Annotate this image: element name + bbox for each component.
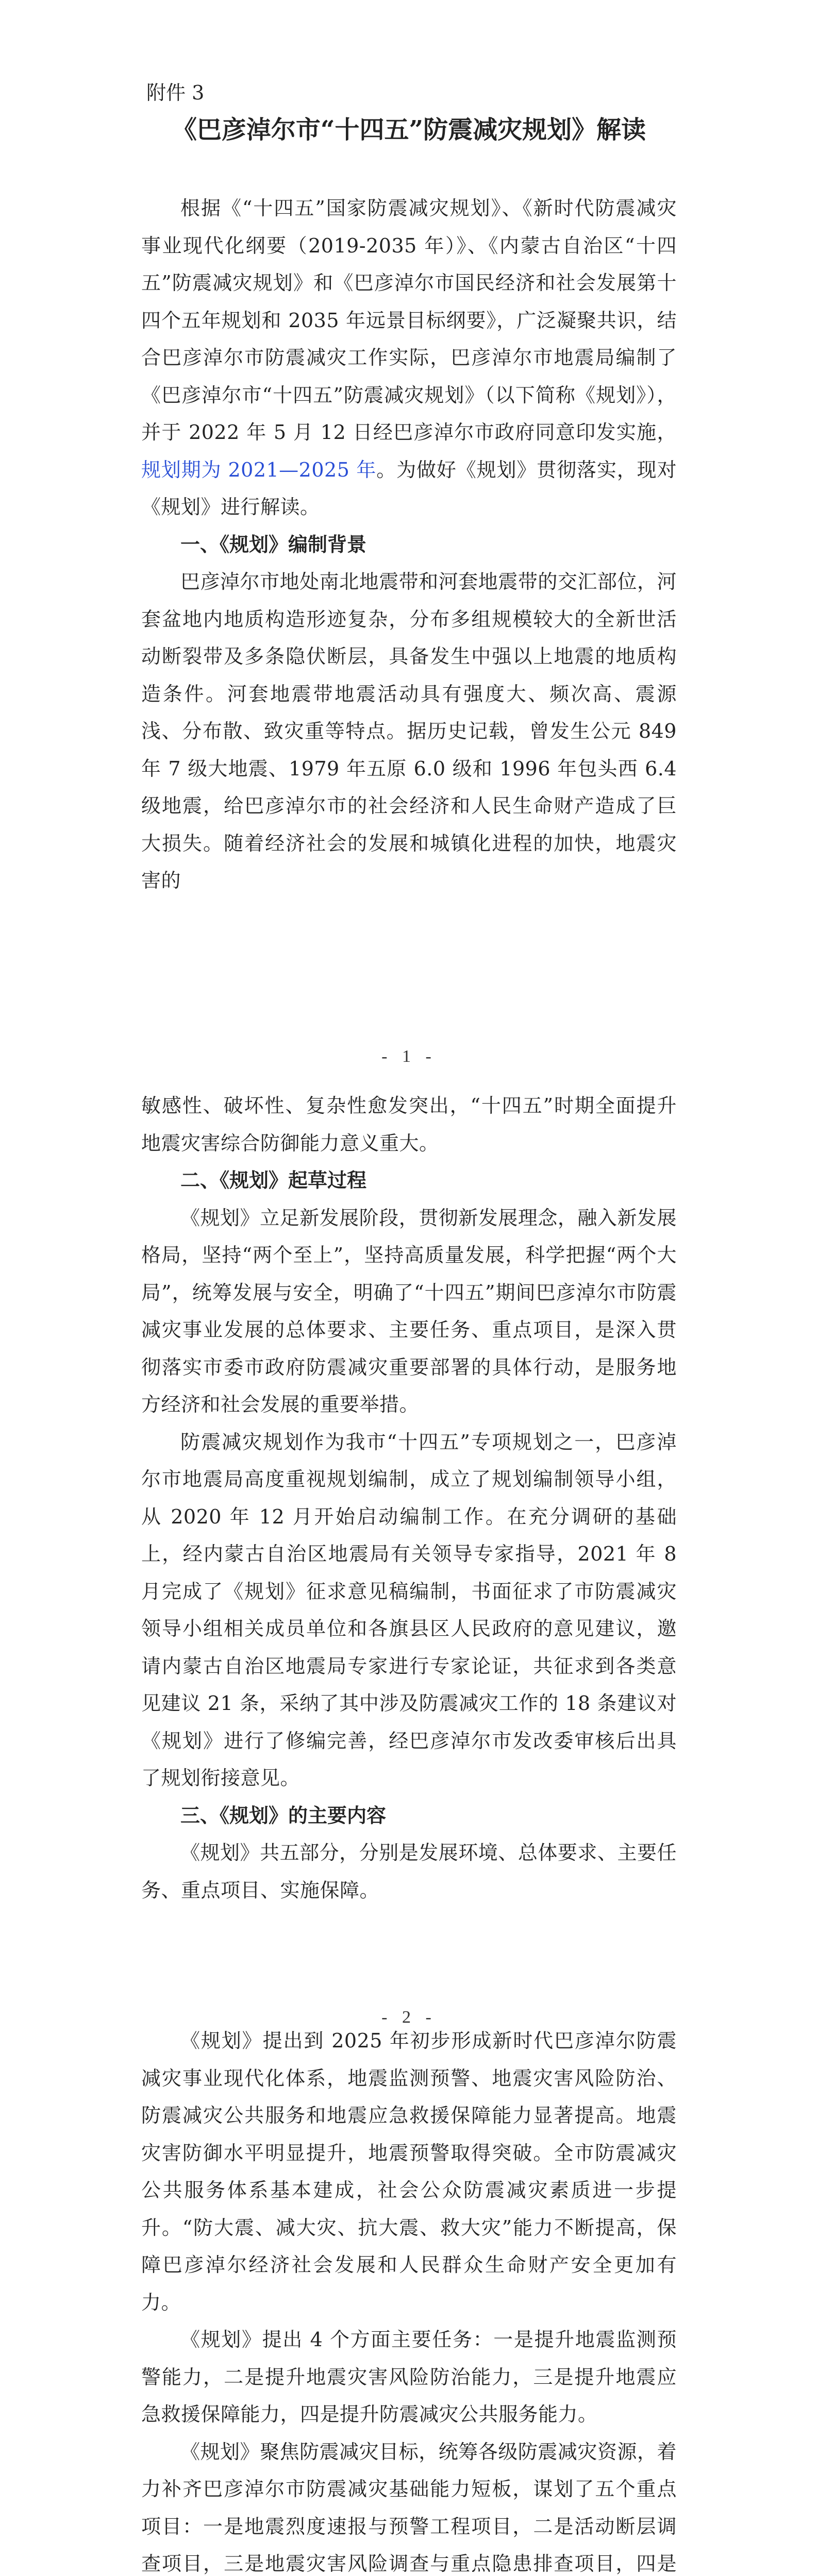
section-3-heading: 三、《规划》的主要内容 xyxy=(180,1803,387,1827)
page-2 xyxy=(0,1087,818,1909)
intro-text-part1: 根据《“十四五”国家防震减灾规划》、《新时代防震减灾事业现代化纲要（2019-2035 年）》、《内蒙古自治区“十四五”防震减灾规划》和《巴彦淖尔市国民经济和社会发展第十四个五年规划和 2035 年远景目标纲要》，广泛凝聚共识，结合巴彦淖尔市防震减灾工作实际，巴彦淖尔市地震局编制了《巴彦淖尔市“十四五”防震减灾规划》（以下简称《规划》），并于 2022 年 5 月 12 日经巴彦淖尔市政府同意印发实施， xyxy=(141,197,677,444)
intro-text-part2: 。为做好《规划》贯彻落实，现对《规划》进行解读。 xyxy=(141,458,677,518)
page-1 xyxy=(0,77,818,900)
section-2-heading: 二、《规划》起草过程 xyxy=(180,1168,367,1192)
document-title: 《巴彦淖尔市“十四五”防震减灾规划》解读 xyxy=(172,115,646,144)
section-3-paragraph-2: 《规划》提出到 2025 年初步形成新时代巴彦淖尔防震减灾事业现代化体系，地震监测预警、地震灾害风险防治、防震减灾公共服务和地震应急救援保障能力显著提高。地震灾害防御水平明显提升，地震预警取得突破。全市防震减灾公共服务体系基本建成，社会公众防震减灾素质进一步提升。“防大震、减大灾、抗大震、救大灾”能力不断提高，保障巴彦淖尔经济社会发展和人民群众生命财产安全更加有力。 xyxy=(141,2029,677,2314)
page-number-2: - 2 - xyxy=(381,2008,437,2027)
planning-period-highlight: 规划期为 2021—2025 年 xyxy=(141,458,377,481)
page-3 xyxy=(0,2022,818,2576)
section-1-paragraph-1: 巴彦淖尔市地处南北地震带和河套地震带的交汇部位，河套盆地内地质构造形迹复杂，分布多组规模较大的全新世活动断裂带及多条隐伏断层，具备发生中强以上地震的地质构造条件。河套地震带地震活动具有强度大、频次高、震源浅、分布散、致灾重等特点。据历史记载，曾发生公元 849 年 7 级大地震、1979 年五原 6.0 级和 1996 年包头西 6.4 级地震，给巴彦淖尔市的社会经济和人民生命财产造成了巨大损失。随着经济社会的发展和城镇化进程的加快，地震灾害的 xyxy=(141,570,677,892)
intro-paragraph xyxy=(141,190,677,526)
section-1-heading: 一、《规划》编制背景 xyxy=(180,532,367,556)
section-1-paragraph-1-continued: 敏感性、破坏性、复杂性愈发突出，“十四五”时期全面提升地震灾害综合防御能力意义重大。 xyxy=(141,1094,677,1155)
section-2-paragraph-2: 防震减灾规划作为我市“十四五”专项规划之一，巴彦淖尔市地震局高度重视规划编制，成立了规划编制领导小组，从 2020 年 12 月开始启动编制工作。在充分调研的基础上，经内蒙古自治区地震局有关领导专家指导，2021 年 8 月完成了《规划》征求意见稿编制，书面征求了市防震减灾领导小组相关成员单位和各旗县区人民政府的意见建议，邀请内蒙古自治区地震局专家进行专家论证，共征求到各类意见建议 21 条，采纳了其中涉及防震减灾工作的 18 条建议对《规划》进行了修编完善，经巴彦淖尔市发改委审核后出具了规划衔接意见。 xyxy=(141,1430,677,1789)
page-number-1: - 1 - xyxy=(381,1047,437,1066)
section-2-paragraph-1: 《规划》立足新发展阶段，贯彻新发展理念，融入新发展格局，坚持“两个至上”，坚持高质量发展，科学把握“两个大局”，统筹发展与安全，明确了“十四五”期间巴彦淖尔市防震减灾事业发展的总体要求、主要任务、重点项目，是深入贯彻落实市委市政府防震减灾重要部署的具体行动，是服务地方经济和社会发展的重要举措。 xyxy=(141,1206,677,1416)
section-3-paragraph-3: 《规划》提出 4 个方面主要任务：一是提升地震监测预警能力，二是提升地震灾害风险防治能力，三是提升地震应急救援保障能力，四是提升防震减灾公共服务能力。 xyxy=(141,2328,677,2426)
annex-label: 附件 3 xyxy=(146,81,205,104)
section-3-paragraph-1: 《规划》共五部分，分别是发展环境、总体要求、主要任务、重点项目、实施保障。 xyxy=(141,1841,677,1902)
section-3-paragraph-4: 《规划》聚焦防震减灾目标，统筹各级防震减灾资源，着力补齐巴彦淖尔市防震减灾基础能力短板，谋划了五个重点项目：一是地震烈度速报与预警工程项目，二是活动断层调查项目，三是地震灾害风险调查与重点隐患排查项目，四是 xyxy=(141,2440,677,2575)
